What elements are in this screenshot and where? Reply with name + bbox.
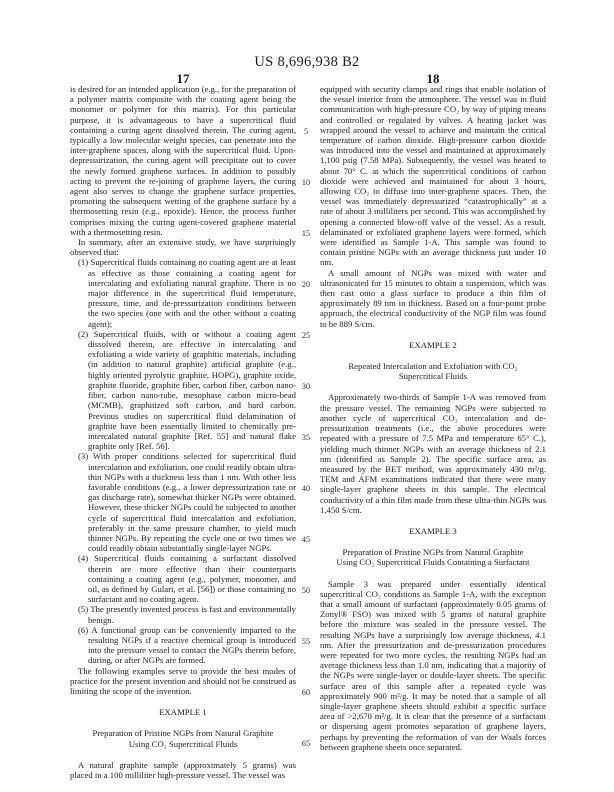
line-number-5: 5 xyxy=(303,127,309,136)
finding-item-6: (6) A functional group can be conveniently imparted to the resulting NGPs if a reactive chemical group is introduced into the pressure vessel to contact the NGPs therein before, during, or after NGPs are formed. xyxy=(78,624,296,666)
paragraph-curing-agent: is desired for an intended application (e.g., for the preparation of a polymer matrix composite with the coating agent being the monomer or polymer for this matrix). For this particular purpose, it is advantageous to have a supercritical fluid containing a curing agent dissolved therein. The curing agent, typically a low molecular weight species, can penetrate into the inter-graphene spaces, along with the supercritical fluid. Upon-depressurization, the curing agent will precipitate out to cover the newly formed graphene surfaces. In addition to possibly acting to prevent the re-joining of graphene layers, the curing agent also serves to change the graphene surface properties, promoting the subsequent wetting of the graphene surface by a thermosetting resin (e.g., epoxide). Hence, the process further comprises mixing the curing agent-covered graphene material with a thermosetting resin. xyxy=(70,84,296,237)
line-number-45: 45 xyxy=(301,535,311,544)
line-number-25: 25 xyxy=(301,331,311,340)
example-3-heading: EXAMPLE 3 xyxy=(409,525,457,536)
paragraph-example-3: Sample 3 was prepared under essentially identical supercritical CO₂ conditions as Sample 1-A, with the exception that a small amount of surfactant (approximately 0.05 grams of Zonyl® FSO) was mixed with 5 grams of natural graphite before the mixture was sealed in the pressure vessel. The resulting NGPs have a surprisingly low average thickness, 4.1 nm. After the pressurization and de-pressurization procedures were repeated for two more cycles, the resulting NGPs had an average thickness less than 1.0 nm, indicating that a majority of the NGPs were single-layer or double-layer sheets. The specific surface area of this sample after a repeated cycle was approximately 900 m²/g. It may be noted that a sample of all single-layer graphene sheets should exhibit a specific surface area of >2,670 m²/g. It is clear that the presence of a surfactant or dispersing agent promotes separation of graphene layers, perhaps by preventing the reformation of van der Waals forces between graphene sheets once separated. xyxy=(320,578,546,752)
line-number-40: 40 xyxy=(301,484,311,493)
patent-number-header: US 8,696,938 B2 xyxy=(254,54,360,70)
example-3-subheading: Preparation of Pristine NGPs from Natural Graphite Using CO₂ Supercritical Fluids Containing a Surfactant xyxy=(336,547,530,568)
line-number-65: 65 xyxy=(301,739,311,748)
finding-item-1: (1) Supercritical fluids containing no coating agent are at least as effective as those containing a coating agent for intercalating and exfoliating natural graphite. There is no major difference in the supercritical fluid temperature, pressure, time, and de-pressurization conditions between the two species (one with and the other without a coating agent); xyxy=(78,257,296,329)
paragraph-summary-intro: In summary, after an extensive study, we have surprisingly observed that: xyxy=(70,237,296,258)
right-column xyxy=(320,84,546,752)
paragraph-example-2: Approximately two-thirds of Sample 1-A was removed from the pressure vessel. The remaining NGPs were subjected to another cycle of supercritical CO₂ intercalation and de-pressurization treatments (i.e., the above procedures were repeated with a pressure of 7.5 MPa and temperature 65° C.), yielding much thinner NGPs with an average thickness of 2.1 nm (identified as Sample 2). The specific surface area, as measured by the BET method, was approximately 430 m²/g. TEM and AFM examinations indicated that there were many single-layer graphene sheets in this sample. The electrical conductivity of a thin film made from these ultra-thin NGPs was 1,450 S/cm. xyxy=(320,392,546,515)
line-number-60: 60 xyxy=(301,688,311,697)
line-number-20: 20 xyxy=(301,280,311,289)
example-2-heading: EXAMPLE 2 xyxy=(409,339,457,350)
example-2-subheading: Repeated Intercalation and Exfoliation with CO₂ Supercritical Fluids xyxy=(348,361,518,382)
finding-item-2: (2) Supercritical fluids, with or without a coating agent dissolved therein, are effective in intercalating and exfoliating a wide variety of graphitic materials, including (in addition to natural graphite) artificial graphite (e.g., highly oriented pyrolytic graphite, HOPG), graphite oxide, graphite fluoride, graphite fiber, carbon fiber, carbon nano-fiber, carbon nano-tube, mesophase carbon micro-bead (MCMB), graphitized soft carbon, and hard carbon. Previous studies on supercritical fluid delamination of graphite have been essentially limited to chemically pre-intercalated natural graphite [Ref. 55] and natural flake graphite only [Ref. 56]. xyxy=(78,328,296,452)
finding-item-4: (4) Supercritical fluids containing a surfactant dissolved therein are more effective than their counterparts containing a coating agent (e.g., polymer, monomer, and oil, as defined by Gulari, et al. [56]) or those containing no surfactant and no coating agent. xyxy=(78,553,296,605)
column-number-right: 18 xyxy=(426,71,440,86)
line-number-10: 10 xyxy=(301,178,311,187)
line-number-35: 35 xyxy=(301,433,311,442)
finding-item-3: (3) With proper conditions selected for supercritical fluid intercalation and exfoliation, one could readily obtain ultra-thin NGPs with a thickness less than 1 nm. With other less favorable conditions (e.g., a lower depressurization rate or gas discharge rate), somewhat thicker NGPs were obtained. However, these thicker NGPs could be subjected to another cycle of supercritical fluid intercalation and exfoliation, preferably in the same pressure chamber, to yield much thinner NGPs. By repeating the cycle one or two times we could readily obtain substantially single-layer NGPs. xyxy=(78,451,296,554)
paragraph-example-1-start: A natural graphite sample (approximately 5 grams) was placed in a 100 milliliter high-pressure vessel. The vessel was xyxy=(70,759,296,780)
line-number-55: 55 xyxy=(301,637,311,646)
column-number-left: 17 xyxy=(176,71,190,86)
paragraph-vessel-procedure: equipped with security clamps and rings that enable isolation of the vessel interior from the atmosphere. The vessel was in fluid communication with high-pressure CO₂ by way of piping means and controlled or regulated by valves. A heating jacket was wrapped around the vessel to achieve and maintain the critical temperature of carbon dioxide. High-pressure carbon dioxide was introduced into the vessel and maintained at approximately 1,100 psig (7.58 MPa). Subsequently, the vessel was heated to about 70° C. at which the supercritical conditions of carbon dioxide were achieved and maintained for about 3 hours, allowing CO₂ to diffuse into inter-graphene spaces. Then, the vessel was immediately depressurized “catastrophically” at a rate of about 3 milliliters per second. This was accomplished by opening a connected blow-off valve of the vessel. As a result, delaminated or exfoliated graphene layers were formed, which were identified as Sample 1-A. This sample was found to contain pristine NGPs with an average thickness just under 10 nm. xyxy=(320,84,546,268)
left-column xyxy=(70,84,296,780)
line-number-50: 50 xyxy=(301,586,311,595)
line-number-15: 15 xyxy=(301,229,311,238)
paragraph-following-examples: The following examples serve to provide the best modes of practice for the present invention and should not be construed as limiting the scope of the invention. xyxy=(70,665,296,696)
paragraph-ngp-film: A small amount of NGPs was mixed with water and ultrasonicated for 15 minutes to obtain a suspension, which was then cast onto a glass surface to produce a thin film of approximately 89 nm in thickness. Based on a four-point probe approach, the electrical conductivity of the NGP film was found to be 889 S/cm. xyxy=(320,267,546,329)
finding-item-5: (5) The presently invented process is fast and environmentally benign. xyxy=(78,604,296,625)
line-number-30: 30 xyxy=(301,382,311,391)
example-1-subheading: Preparation of Pristine NGPs from Natural Graphite Using CO₂ Supercritical Fluids xyxy=(92,728,274,749)
example-1-heading: EXAMPLE 1 xyxy=(159,707,207,718)
